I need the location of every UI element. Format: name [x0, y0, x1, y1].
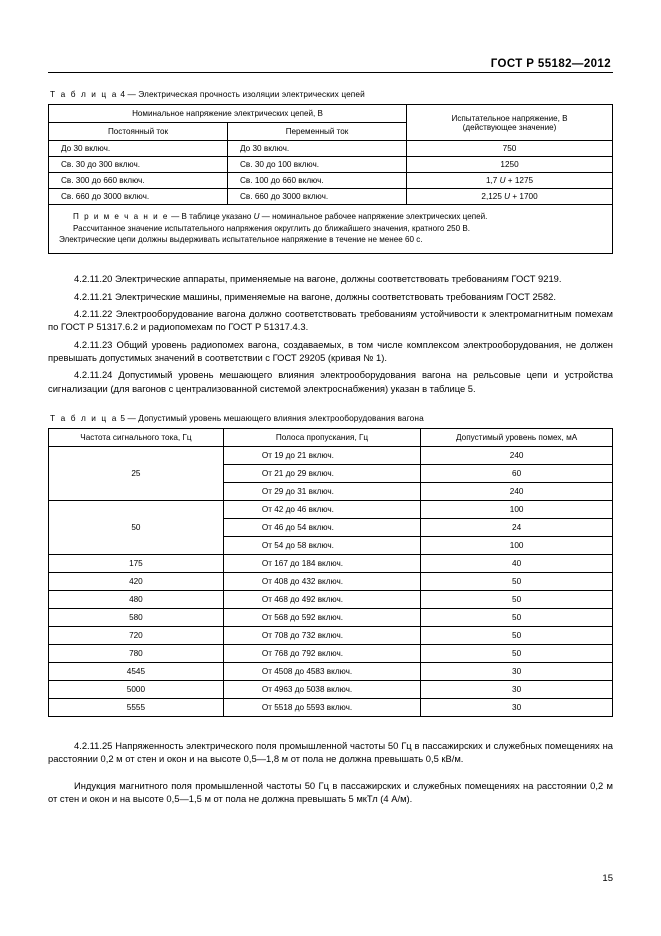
table-row: [49, 189, 613, 205]
table-4-note-title: П р и м е ч а н и е: [73, 212, 169, 221]
table-5-header-band: Полоса пропускания, Гц: [223, 428, 420, 446]
table-row: [49, 500, 613, 518]
table-5-cell-frequency: 4545: [49, 662, 224, 680]
table-4-header-ac: Переменный ток: [228, 123, 407, 141]
table-5-cell-band: От 408 до 432 включ.: [223, 572, 420, 590]
table-4-cell-dc: Св. 660 до 3000 включ.: [49, 189, 228, 205]
spacer: [48, 717, 613, 735]
table-5-cell-level: 50: [421, 608, 613, 626]
table-5-cell-frequency: 5000: [49, 680, 224, 698]
clause-4-2-11-25: 4.2.11.25 Напряженность электрического поля промышленной частоты 50 Гц в пассажирских и служебных помещениях на расстоянии 0,2 м от стен и окон и на высоте 0,5—1,8 м от пола не должна превышать 0,5 кВ/м.: [48, 739, 613, 765]
table-4-note-text-1: — В таблице указано U — номинальное рабочее напряжение электрических цепей.: [171, 212, 488, 221]
table-5-caption-number: 5: [120, 412, 126, 423]
table-4-cell-ac: Св. 100 до 660 включ.: [228, 173, 407, 189]
table-5-caption-prefix: Т а б л и ц а: [50, 412, 118, 423]
table-4-note: [49, 205, 613, 254]
table-row: [49, 554, 613, 572]
table-5-caption: [50, 413, 613, 423]
table-5-cell-level: 100: [421, 536, 613, 554]
table-5-cell-band: От 4963 до 5038 включ.: [223, 680, 420, 698]
table-5-cell-frequency: 5555: [49, 698, 224, 716]
table-5-header-row: [49, 428, 613, 446]
table-5-cell-band: От 5518 до 5593 включ.: [223, 698, 420, 716]
table-4-note-row: [49, 205, 613, 254]
table-4-note-line-1: [59, 211, 602, 223]
table-5-cell-band: От 42 до 46 включ.: [223, 500, 420, 518]
table-row: [49, 644, 613, 662]
table-4-cell-dc: До 30 включ.: [49, 141, 228, 157]
table-5-header-level: Допустимый уровень помех, мА: [421, 428, 613, 446]
clause-4-2-11-21: 4.2.11.21 Электрические машины, применяемые на вагоне, должны соответствовать требованиям ГОСТ 2582.: [74, 290, 556, 302]
table-4-header-dc: Постоянный ток: [49, 123, 228, 141]
table-5-cell-band: От 19 до 21 включ.: [223, 446, 420, 464]
table-5-cell-level: 50: [421, 590, 613, 608]
table-row: [49, 173, 613, 189]
clause-4-2-11-23: 4.2.11.23 Общий уровень радиопомех вагона, создаваемых, в том числе комплексом электрооборудования, не должен превышать допустимых значений в соответствии с ГОСТ 29205 (кривая № 1).: [48, 338, 613, 363]
table-5-cell-level: 50: [421, 644, 613, 662]
table-5-cell-level: 50: [421, 572, 613, 590]
table-row: [49, 446, 613, 464]
header-divider: [48, 72, 613, 73]
table-5-cell-frequency: 420: [49, 572, 224, 590]
table-row: [49, 590, 613, 608]
table-5-cell-level: 30: [421, 662, 613, 680]
table-row: [49, 141, 613, 157]
table-5-caption-title: — Допустимый уровень мешающего влияния электрооборудования вагона: [127, 412, 424, 423]
table-row: [49, 608, 613, 626]
table-4-header-test-voltage-line1: Испытательное напряжение, В: [451, 113, 568, 123]
spacer: [48, 395, 613, 413]
table-5-cell-level: 240: [421, 482, 613, 500]
table-5-cell-level: 30: [421, 680, 613, 698]
table-5-cell-band: От 167 до 184 включ.: [223, 554, 420, 572]
table-row: [49, 572, 613, 590]
page-header: [48, 0, 613, 72]
table-4-caption: [50, 89, 613, 99]
table-5-cell-band: От 4508 до 4583 включ.: [223, 662, 420, 680]
standard-designation: ГОСТ Р 55182—2012: [490, 58, 611, 70]
table-4-cell-test: 1250: [407, 157, 613, 173]
table-5-cell-band: От 29 до 31 включ.: [223, 482, 420, 500]
table-5-cell-level: 40: [421, 554, 613, 572]
table-5-cell-frequency: 175: [49, 554, 224, 572]
table-4-cell-test: 1,7 U + 1275: [407, 173, 613, 189]
table-5-cell-level: 240: [421, 446, 613, 464]
page-number: 15: [602, 873, 613, 884]
table-4-cell-ac: Св. 30 до 100 включ.: [228, 157, 407, 173]
table-row: [49, 626, 613, 644]
clause-4-2-11-22: 4.2.11.22 Электрооборудование вагона должно соответствовать требованиям устойчивости к электромагнитным помехам по ГОСТ Р 51317.6.2 и радиопомехам по ГОСТ Р 51317.4.3.: [48, 307, 613, 333]
table-4-caption-number: 4: [120, 89, 126, 99]
table-5-cell-band: От 708 до 732 включ.: [223, 626, 420, 644]
table-5-cell-band: От 54 до 58 включ.: [223, 536, 420, 554]
table-5-header-frequency: Частота сигнального тока, Гц: [49, 428, 224, 446]
table-4-cell-ac: Св. 660 до 3000 включ.: [228, 189, 407, 205]
table-4-cell-ac: До 30 включ.: [228, 141, 407, 157]
table-5-cell-level: 60: [421, 464, 613, 482]
table-4-header-test-voltage-line2: (действующее значение): [462, 122, 557, 132]
table-5-cell-level: 24: [421, 518, 613, 536]
table-row: [49, 698, 613, 716]
table-5-cell-level: 30: [421, 698, 613, 716]
table-4-header-voltage-group: Номинальное напряжение электрических цепей, В: [49, 105, 407, 123]
table-5-cell-band: От 46 до 54 включ.: [223, 518, 420, 536]
table-row: [49, 680, 613, 698]
table-5-cell-frequency: 480: [49, 590, 224, 608]
table-4-insulation-strength: [48, 104, 613, 254]
table-5-cell-frequency: 580: [49, 608, 224, 626]
table-4-cell-test: 2,125 U + 1700: [407, 189, 613, 205]
table-5-cell-frequency: 25: [49, 446, 224, 500]
table-row: [49, 157, 613, 173]
table-4-note-line-2: Рассчитанное значение испытательного напряжения округлить до ближайшего значения, кратного 250 В.: [73, 223, 471, 233]
table-5-cell-band: От 768 до 792 включ.: [223, 644, 420, 662]
table-5-cell-band: От 21 до 29 включ.: [223, 464, 420, 482]
table-5-cell-level: 50: [421, 626, 613, 644]
table-row: [49, 662, 613, 680]
table-4-header-row-1: [49, 105, 613, 123]
table-5-cell-frequency: 780: [49, 644, 224, 662]
table-4-header-test-voltage: [407, 105, 613, 141]
clause-4-2-11-20: 4.2.11.20 Электрические аппараты, применяемые на вагоне, должны соответствовать требованиям ГОСТ 9219.: [74, 273, 562, 285]
table-4-caption-title: — Электрическая прочность изоляции электрических цепей: [127, 89, 365, 99]
clause-magnetic-induction: Индукция магнитного поля промышленной частоты 50 Гц в пассажирских и служебных помещениях на расстоянии 0,2 м от стен и окон и на высоте 0,5—1,5 м от пола не должна превышать 5 мкТл (4 А/м).: [48, 779, 613, 804]
table-4-note-line-3: Электрические цепи должны выдерживать испытательное напряжение в течение не менее 60 с.: [59, 235, 423, 245]
table-5-cell-frequency: 50: [49, 500, 224, 554]
clause-4-2-11-24: 4.2.11.24 Допустимый уровень мешающего влияния электрооборудования вагона на рельсовые цепи и устройства сигнализации (для вагонов с централизованной системой электроснабжения) указан в таблице 5.: [48, 369, 613, 394]
table-5-interference-levels: [48, 428, 613, 717]
table-5-cell-band: От 568 до 592 включ.: [223, 608, 420, 626]
table-5-cell-frequency: 720: [49, 626, 224, 644]
table-4-caption-prefix: Т а б л и ц а: [50, 89, 118, 99]
table-4-cell-test: 750: [407, 141, 613, 157]
table-5-cell-band: От 468 до 492 включ.: [223, 590, 420, 608]
table-5-cell-level: 100: [421, 500, 613, 518]
table-4-cell-dc: Св. 30 до 300 включ.: [49, 157, 228, 173]
spacer: [48, 254, 613, 268]
table-4-cell-dc: Св. 300 до 660 включ.: [49, 173, 228, 189]
